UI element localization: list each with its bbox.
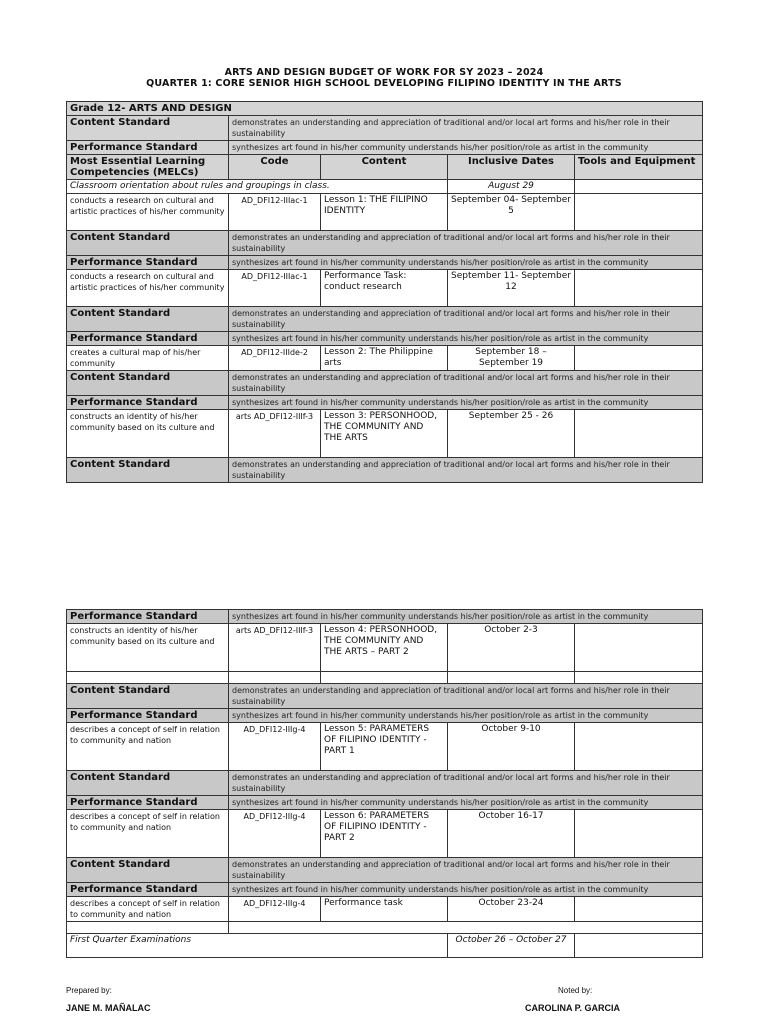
table-row — [67, 810, 703, 858]
column-header-content: Content — [321, 155, 448, 180]
budget-table-page-1 — [66, 101, 703, 483]
prepared-by-name: JANE M. MAÑALAC — [66, 1003, 151, 1013]
melc-cell: describes a concept of self in relation to community and nation — [67, 723, 229, 771]
content-standard-text: demonstrates an understanding and appreciation of traditional and/or local art forms and his/her role in their sustainability — [229, 771, 703, 796]
empty-cell — [67, 672, 229, 684]
exam-dates: October 26 – October 27 — [448, 934, 575, 958]
tools-cell — [575, 346, 703, 371]
melc-cell: conducts a research on cultural and artistic practices of his/her community — [67, 270, 229, 307]
tools-cell — [575, 624, 703, 672]
content-cell: Lesson 6: PARAMETERS OF FILIPINO IDENTITY - PART 2 — [321, 810, 448, 858]
table-row — [67, 346, 703, 371]
melc-cell: creates a cultural map of his/her community — [67, 346, 229, 371]
performance-standard-text: synthesizes art found in his/her community understands his/her position/role as artist in the community — [229, 610, 703, 624]
empty-cell — [229, 922, 703, 934]
performance-standard-label: Performance Standard — [67, 610, 229, 624]
dates-cell: October 2-3 — [448, 624, 575, 672]
code-cell: arts AD_DFI12-IIIf-3 — [229, 624, 321, 672]
content-cell: Lesson 4: PERSONHOOD, THE COMMUNITY AND THE ARTS – PART 2 — [321, 624, 448, 672]
performance-standard-text: synthesizes art found in his/her community understands his/her position/role as artist in the community — [229, 141, 703, 155]
table-row — [67, 194, 703, 231]
noted-by-name: CAROLINA P. GARCIA — [525, 1003, 621, 1013]
content-standard-text: demonstrates an understanding and appreciation of traditional and/or local art forms and his/her role in their sustainability — [229, 458, 703, 483]
dates-cell: September 25 - 26 — [448, 410, 575, 458]
column-header-melc: Most Essential Learning Competencies (MELCs) — [67, 155, 229, 180]
dates-cell: October 23-24 — [448, 897, 575, 922]
code-cell: AD_DFI12-IIIac-1 — [229, 270, 321, 307]
content-cell: Lesson 1: THE FILIPINO IDENTITY — [321, 194, 448, 231]
budget-table-page-2 — [66, 609, 703, 958]
code-cell: AD_DFI12-IIIg-4 — [229, 810, 321, 858]
content-standard-label: Content Standard — [67, 307, 229, 332]
empty-cell — [575, 672, 703, 684]
dates-cell: October 16-17 — [448, 810, 575, 858]
performance-standard-label: Performance Standard — [67, 332, 229, 346]
performance-standard-text: synthesizes art found in his/her community understands his/her position/role as artist in the community — [229, 332, 703, 346]
performance-standard-label: Performance Standard — [67, 796, 229, 810]
exam-label: First Quarter Examinations — [67, 934, 448, 958]
performance-standard-text: synthesizes art found in his/her community understands his/her position/role as artist in the community — [229, 709, 703, 723]
code-cell: arts AD_DFI12-IIIf-3 — [229, 410, 321, 458]
melc-cell: constructs an identity of his/her community based on its culture and — [67, 624, 229, 672]
code-cell: AD_DFI12-IIIac-1 — [229, 194, 321, 231]
document-subtitle: QUARTER 1: CORE SENIOR HIGH SCHOOL DEVELOPING FILIPINO IDENTITY IN THE ARTS — [146, 78, 622, 89]
tools-cell — [575, 180, 703, 194]
code-cell: AD_DFI12-IIIg-4 — [229, 897, 321, 922]
content-cell: Lesson 2: The Philippine arts — [321, 346, 448, 371]
table-row — [67, 723, 703, 771]
prepared-by-label: Prepared by: — [66, 986, 112, 995]
noted-by-label: Noted by: — [558, 986, 593, 995]
empty-cell — [448, 672, 575, 684]
table-row — [67, 270, 703, 307]
content-standard-label: Content Standard — [67, 371, 229, 396]
content-standard-text: demonstrates an understanding and appreciation of traditional and/or local art forms and his/her role in their sustainability — [229, 684, 703, 709]
performance-standard-label: Performance Standard — [67, 141, 229, 155]
tools-cell — [575, 270, 703, 307]
content-standard-label: Content Standard — [67, 771, 229, 796]
tools-cell — [575, 723, 703, 771]
column-header-code: Code — [229, 155, 321, 180]
performance-standard-label: Performance Standard — [67, 709, 229, 723]
dates-cell: October 9-10 — [448, 723, 575, 771]
empty-cell — [321, 672, 448, 684]
dates-cell: September 18 – September 19 — [448, 346, 575, 371]
tools-cell — [575, 810, 703, 858]
content-standard-text: demonstrates an understanding and appreciation of traditional and/or local art forms and his/her role in their sustainability — [229, 231, 703, 256]
content-standard-label: Content Standard — [67, 684, 229, 709]
content-cell: Performance task — [321, 897, 448, 922]
orientation-date: August 29 — [448, 180, 575, 194]
performance-standard-text: synthesizes art found in his/her community understands his/her position/role as artist in the community — [229, 796, 703, 810]
melc-cell: constructs an identity of his/her community based on its culture and — [67, 410, 229, 458]
performance-standard-text: synthesizes art found in his/her community understands his/her position/role as artist in the community — [229, 256, 703, 270]
table-row — [67, 410, 703, 458]
melc-cell: describes a concept of self in relation to community and nation — [67, 810, 229, 858]
melc-cell: describes a concept of self in relation to community and nation — [67, 897, 229, 922]
column-header-tools: Tools and Equipment — [575, 155, 703, 180]
code-cell: AD_DFI12-IIIg-4 — [229, 723, 321, 771]
tools-cell — [575, 897, 703, 922]
dates-cell: September 04- September 5 — [448, 194, 575, 231]
performance-standard-label: Performance Standard — [67, 256, 229, 270]
performance-standard-label: Performance Standard — [67, 883, 229, 897]
content-standard-text: demonstrates an understanding and appreciation of traditional and/or local art forms and his/her role in their sustainability — [229, 116, 703, 141]
content-standard-text: demonstrates an understanding and appreciation of traditional and/or local art forms and his/her role in their sustainability — [229, 307, 703, 332]
empty-cell — [67, 922, 229, 934]
content-standard-label: Content Standard — [67, 458, 229, 483]
grade-heading: Grade 12- ARTS AND DESIGN — [67, 102, 703, 116]
document-title: ARTS AND DESIGN BUDGET OF WORK FOR SY 2023 – 2024 — [224, 67, 544, 78]
content-cell: Lesson 3: PERSONHOOD, THE COMMUNITY AND THE ARTS — [321, 410, 448, 458]
performance-standard-text: synthesizes art found in his/her community understands his/her position/role as artist in the community — [229, 396, 703, 410]
content-standard-label: Content Standard — [67, 231, 229, 256]
content-standard-text: demonstrates an understanding and appreciation of traditional and/or local art forms and his/her role in their sustainability — [229, 371, 703, 396]
tools-cell — [575, 934, 703, 958]
table-row — [67, 624, 703, 672]
empty-cell — [229, 672, 321, 684]
tools-cell — [575, 194, 703, 231]
content-standard-text: demonstrates an understanding and appreciation of traditional and/or local art forms and his/her role in their sustainability — [229, 858, 703, 883]
content-cell: Performance Task: conduct research — [321, 270, 448, 307]
performance-standard-text: synthesizes art found in his/her community understands his/her position/role as artist in the community — [229, 883, 703, 897]
orientation-row: Classroom orientation about rules and groupings in class. — [67, 180, 448, 194]
content-standard-label: Content Standard — [67, 116, 229, 141]
content-cell: Lesson 5: PARAMETERS OF FILIPINO IDENTITY - PART 1 — [321, 723, 448, 771]
performance-standard-label: Performance Standard — [67, 396, 229, 410]
column-header-dates: Inclusive Dates — [448, 155, 575, 180]
melc-cell: conducts a research on cultural and artistic practices of his/her community — [67, 194, 229, 231]
table-row — [67, 897, 703, 922]
code-cell: AD_DFI12-IIIde-2 — [229, 346, 321, 371]
tools-cell — [575, 410, 703, 458]
content-standard-label: Content Standard — [67, 858, 229, 883]
dates-cell: September 11- September 12 — [448, 270, 575, 307]
